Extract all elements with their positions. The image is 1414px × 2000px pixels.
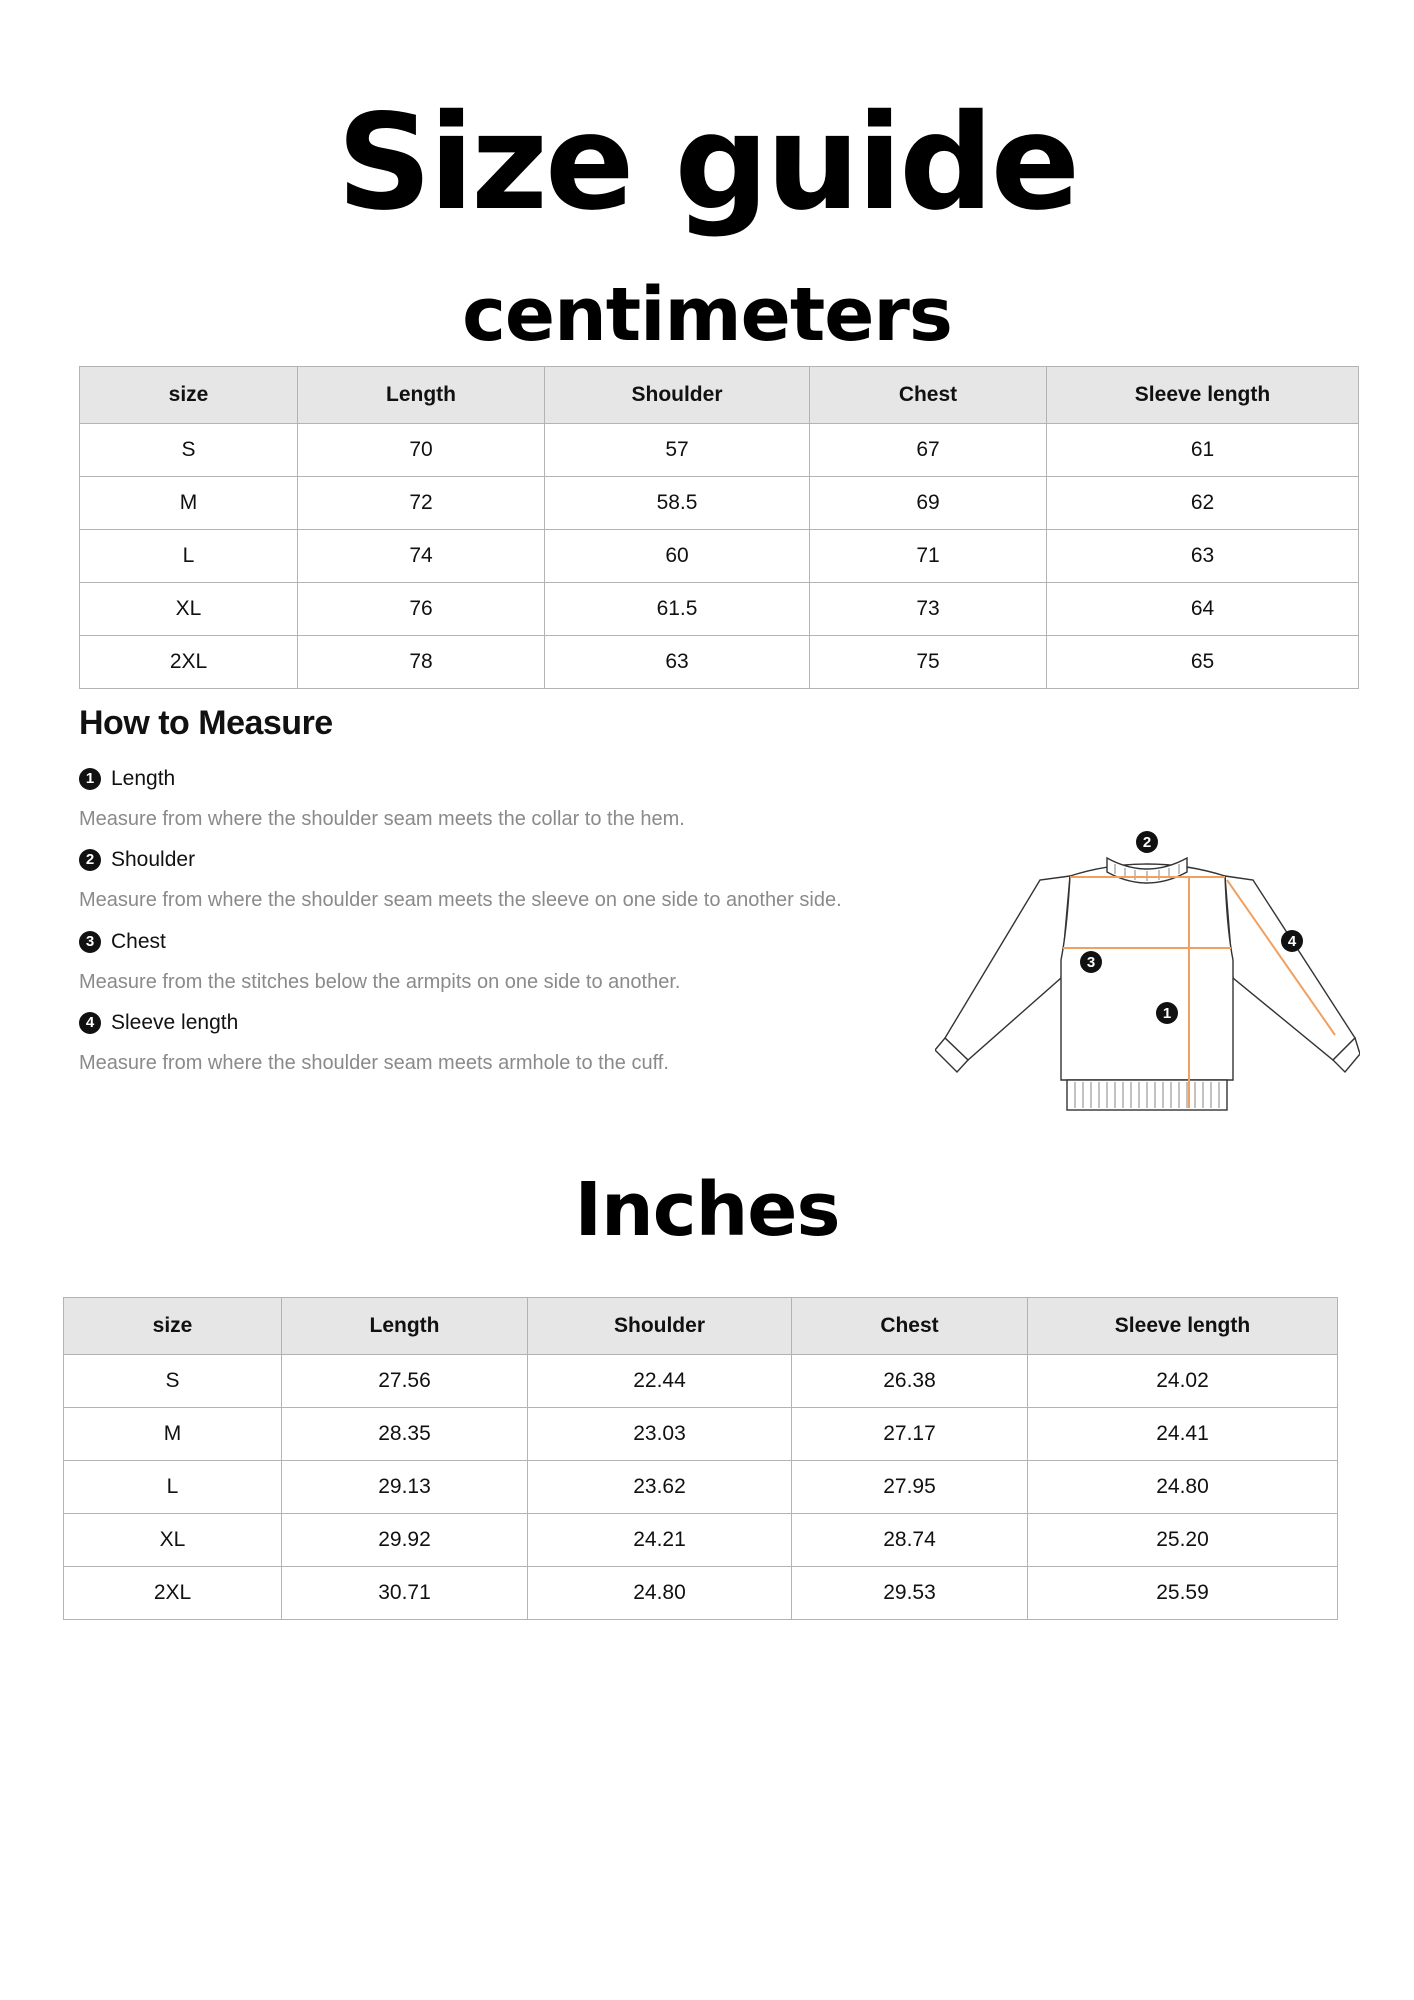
table-cell: 78 — [298, 636, 545, 689]
table-cell: 73 — [810, 583, 1047, 636]
step-description: Measure from where the shoulder seam meets the sleeve on one side to another side. — [79, 889, 842, 911]
table-row — [80, 530, 1359, 583]
table-cell: 24.02 — [1028, 1355, 1338, 1408]
step-description: Measure from where the shoulder seam meets armhole to the cuff. — [79, 1052, 669, 1074]
table-row — [64, 1514, 1338, 1567]
column-header-chest: Chest — [792, 1298, 1028, 1355]
table-cell: 72 — [298, 477, 545, 530]
diagram-label-4: 4 — [1287, 933, 1297, 950]
table-cell: 25.59 — [1028, 1567, 1338, 1620]
table-cell: 57 — [545, 424, 810, 477]
table-cell: 63 — [1047, 530, 1359, 583]
table-cell: 27.95 — [792, 1461, 1028, 1514]
step-name: Length — [111, 767, 176, 790]
table-cell: 28.74 — [792, 1514, 1028, 1567]
table-cell: M — [64, 1408, 282, 1461]
inches-heading: Inches — [574, 1167, 840, 1253]
table-header-row — [64, 1298, 1338, 1355]
table-row — [64, 1355, 1338, 1408]
column-header-sleeve-length: Sleeve length — [1028, 1298, 1338, 1355]
table-cell: 61.5 — [545, 583, 810, 636]
step-chest — [79, 930, 166, 960]
step-name: Shoulder — [111, 848, 196, 871]
table-cell: 76 — [298, 583, 545, 636]
centimeters-size-table — [79, 366, 1359, 689]
table-cell: 74 — [298, 530, 545, 583]
step-shoulder — [79, 848, 195, 878]
table-cell: 65 — [1047, 636, 1359, 689]
column-header-size: size — [64, 1298, 282, 1355]
table-cell: 58.5 — [545, 477, 810, 530]
table-row — [80, 636, 1359, 689]
table-cell: 28.35 — [282, 1408, 528, 1461]
diagram-label-1: 1 — [1162, 1005, 1172, 1022]
table-cell: 75 — [810, 636, 1047, 689]
table-cell: 67 — [810, 424, 1047, 477]
table-cell: M — [80, 477, 298, 530]
table-cell: 26.38 — [792, 1355, 1028, 1408]
table-cell: 60 — [545, 530, 810, 583]
table-cell: XL — [64, 1514, 282, 1567]
step-description: Measure from the stitches below the armpits on one side to another. — [79, 971, 681, 993]
step-number-badge: 3 — [79, 931, 101, 953]
table-cell: 24.80 — [1028, 1461, 1338, 1514]
table-cell: 24.21 — [528, 1514, 792, 1567]
table-row — [80, 424, 1359, 477]
column-header-shoulder: Shoulder — [528, 1298, 792, 1355]
table-cell: 70 — [298, 424, 545, 477]
table-cell: 23.03 — [528, 1408, 792, 1461]
column-header-length: Length — [282, 1298, 528, 1355]
column-header-sleeve-length: Sleeve length — [1047, 367, 1359, 424]
table-cell: 61 — [1047, 424, 1359, 477]
table-cell: 62 — [1047, 477, 1359, 530]
table-cell: L — [80, 530, 298, 583]
table-header-row — [80, 367, 1359, 424]
table-row — [64, 1408, 1338, 1461]
table-cell: 30.71 — [282, 1567, 528, 1620]
step-name: Sleeve length — [111, 1011, 239, 1034]
step-sleeve-length — [79, 1011, 238, 1041]
step-number-badge: 4 — [79, 1012, 101, 1034]
table-cell: 25.20 — [1028, 1514, 1338, 1567]
centimeters-heading: centimeters — [462, 272, 952, 358]
inches-size-table — [63, 1297, 1338, 1620]
step-number-badge: 2 — [79, 849, 101, 871]
table-cell: 2XL — [64, 1567, 282, 1620]
table-cell: 27.17 — [792, 1408, 1028, 1461]
step-description: Measure from where the shoulder seam meets the collar to the hem. — [79, 808, 685, 830]
column-header-size: size — [80, 367, 298, 424]
step-number-badge: 1 — [79, 768, 101, 790]
table-cell: 29.53 — [792, 1567, 1028, 1620]
table-cell: 71 — [810, 530, 1047, 583]
step-length — [79, 767, 175, 797]
diagram-label-2: 2 — [1142, 834, 1152, 851]
table-cell: 63 — [545, 636, 810, 689]
column-header-chest: Chest — [810, 367, 1047, 424]
table-cell: 69 — [810, 477, 1047, 530]
table-row — [64, 1567, 1338, 1620]
how-to-measure-title: How to Measure — [79, 704, 333, 742]
table-cell: 22.44 — [528, 1355, 792, 1408]
table-cell: 64 — [1047, 583, 1359, 636]
table-cell: S — [80, 424, 298, 477]
page-title: Size guide — [336, 86, 1078, 240]
step-name: Chest — [111, 930, 166, 953]
table-cell: 2XL — [80, 636, 298, 689]
table-row — [80, 583, 1359, 636]
table-row — [64, 1461, 1338, 1514]
table-cell: 23.62 — [528, 1461, 792, 1514]
table-cell: 24.80 — [528, 1567, 792, 1620]
table-row — [80, 477, 1359, 530]
column-header-length: Length — [298, 367, 545, 424]
table-cell: S — [64, 1355, 282, 1408]
diagram-label-3: 3 — [1086, 954, 1096, 971]
table-cell: 29.92 — [282, 1514, 528, 1567]
table-cell: XL — [80, 583, 298, 636]
table-cell: 27.56 — [282, 1355, 528, 1408]
table-cell: L — [64, 1461, 282, 1514]
sweater-diagram-icon — [935, 820, 1360, 1130]
table-cell: 24.41 — [1028, 1408, 1338, 1461]
table-cell: 29.13 — [282, 1461, 528, 1514]
column-header-shoulder: Shoulder — [545, 367, 810, 424]
